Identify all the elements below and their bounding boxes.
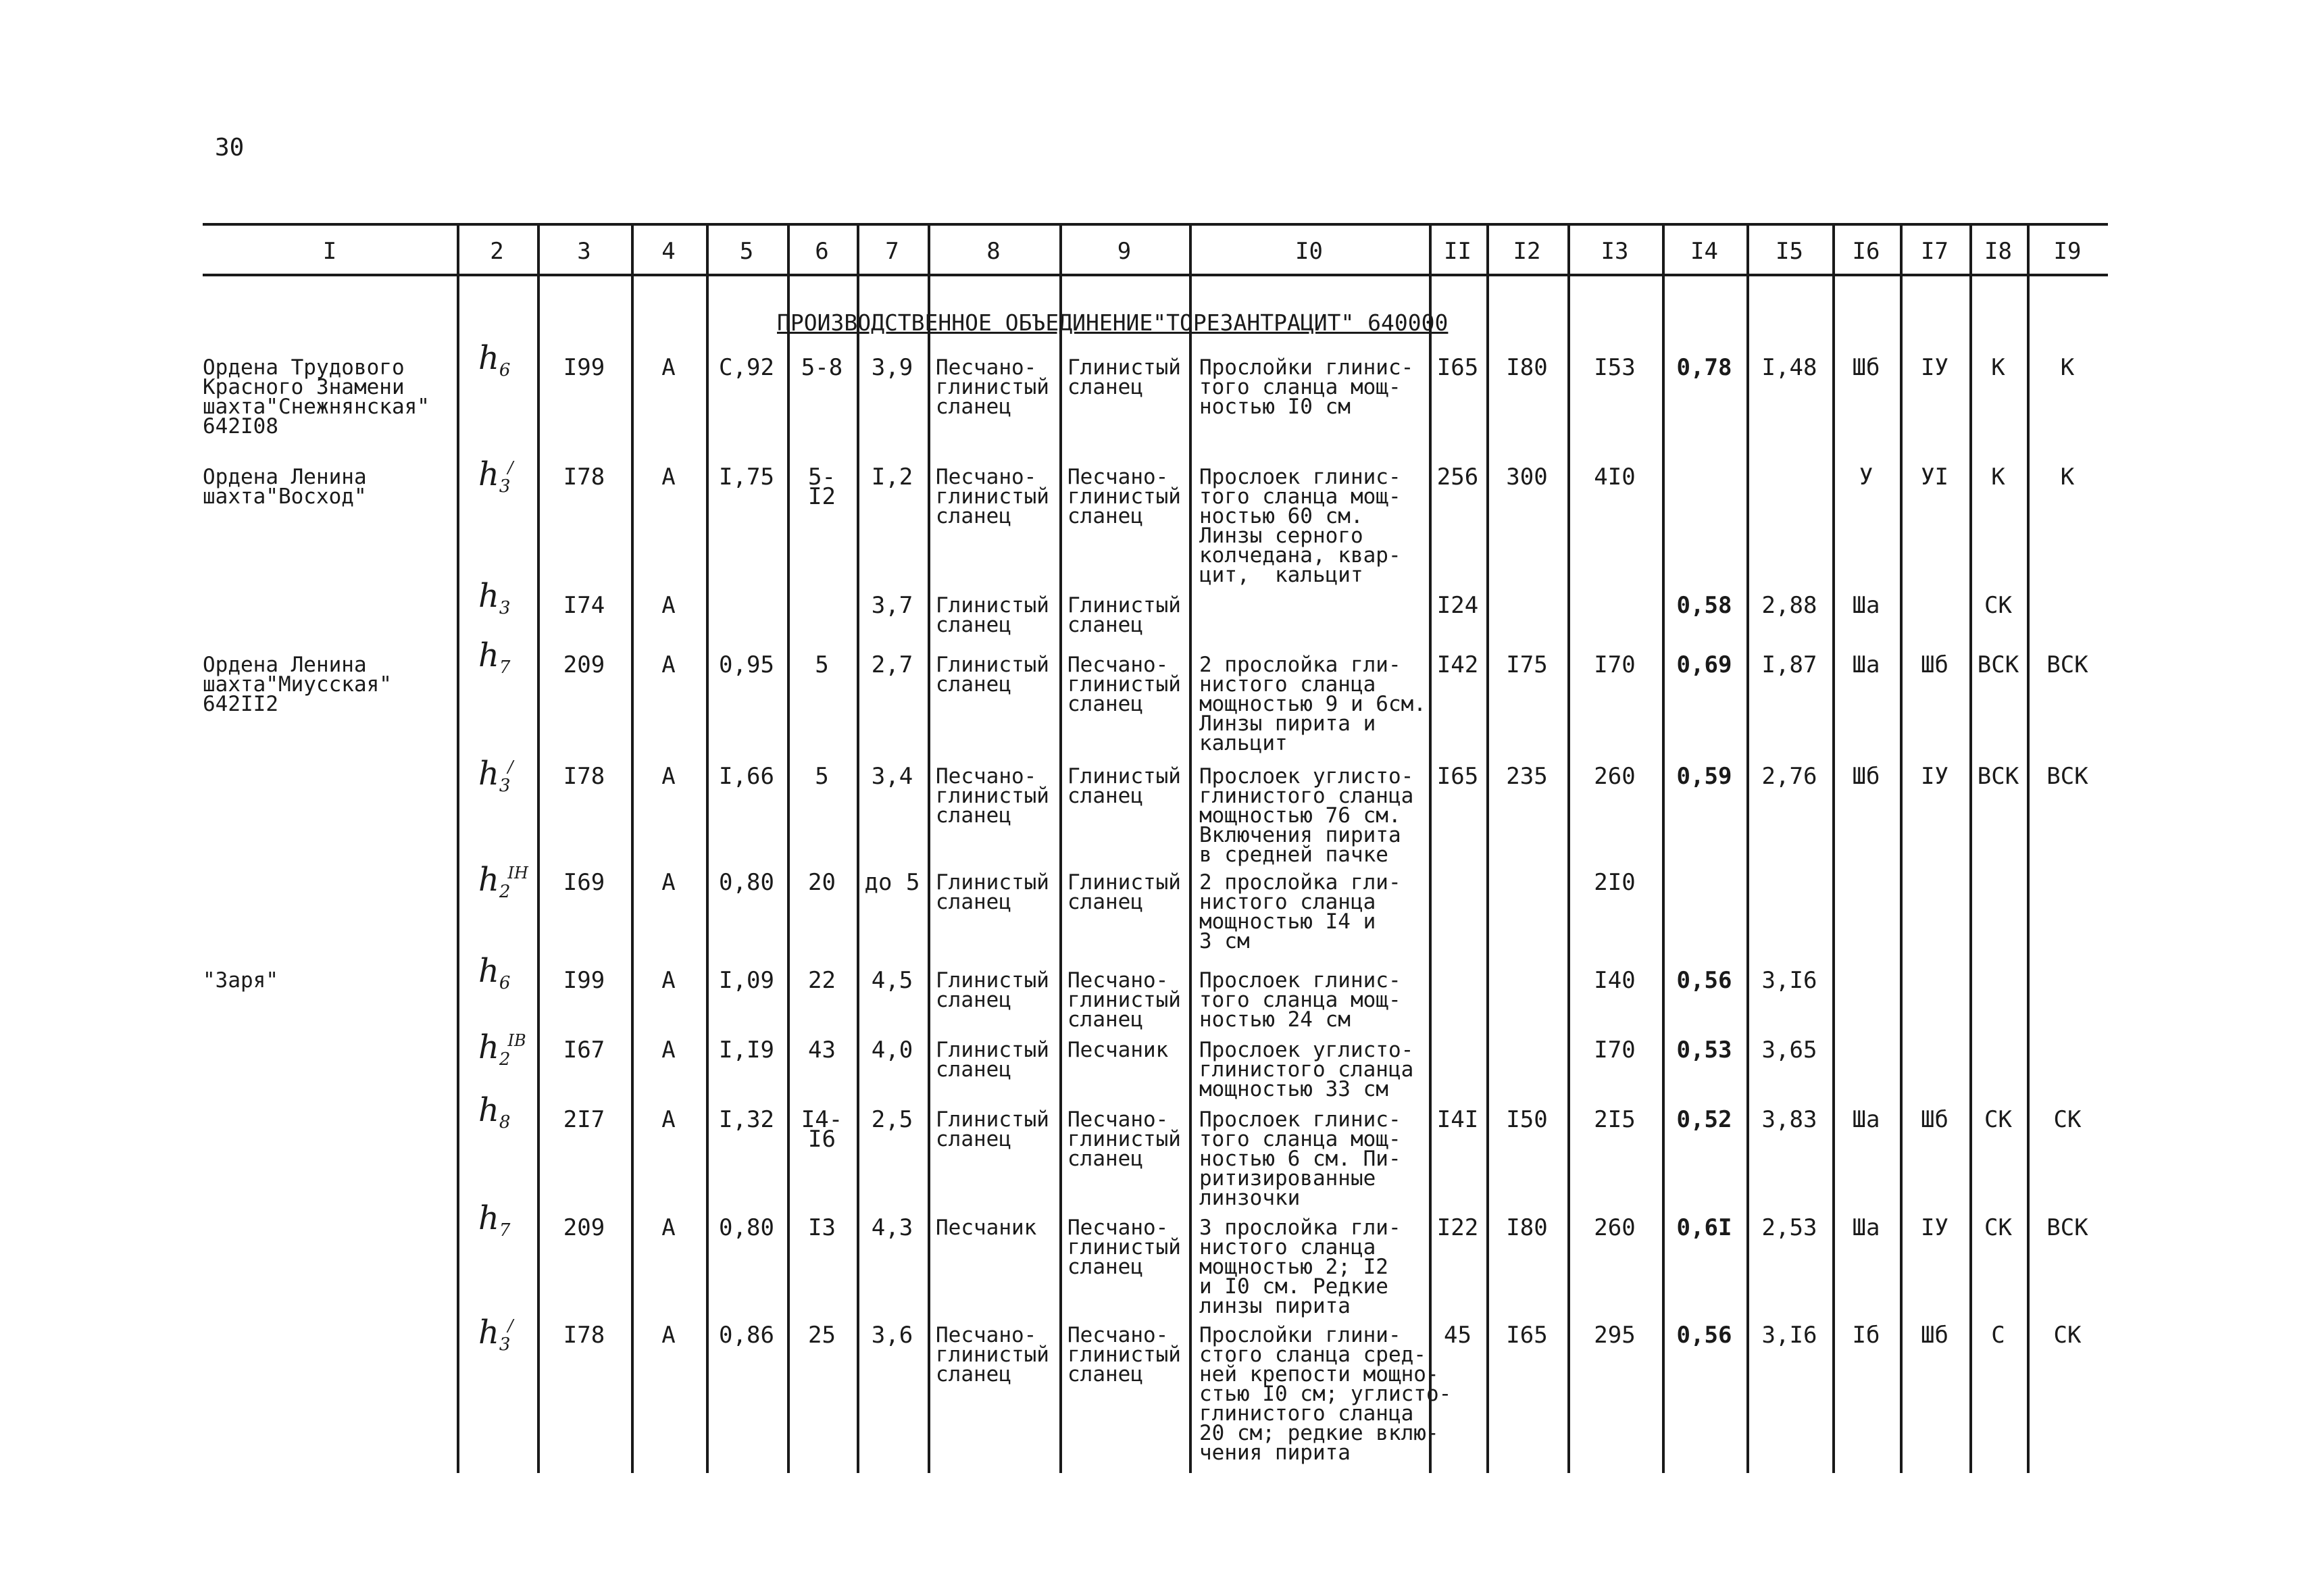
rock-roof: Глинистый сланец (936, 870, 1049, 914)
cell-c6: 43 (808, 1037, 836, 1064)
seam-index: $h_7$ (478, 637, 511, 678)
interlayer-description: Прослоек углисто- глинистого сланца мощностью 76 см. Включения пирита в средней пачке (1199, 764, 1414, 867)
rock-roof: Глинистый сланец (936, 593, 1049, 637)
cell-c12: I80 (1506, 1214, 1548, 1241)
cell-c7: 2,7 (871, 651, 913, 678)
cell-c5: I,32 (719, 1106, 774, 1133)
cell-c3: I99 (563, 967, 605, 994)
cell-c15: I,87 (1761, 651, 1817, 678)
cell-c19: ВСК (2046, 651, 2088, 678)
cell-c3: 2I7 (563, 1106, 605, 1133)
cell-c17: IУ (1921, 1214, 1948, 1241)
cell-c6: 5-8 (801, 354, 843, 381)
col-header: 5 (739, 238, 754, 265)
interlayer-description: Прослоек глинис- того сланца мощ- ностью 60 см. Линзы серного колчедана, квар- цит, кальцит (1199, 465, 1401, 587)
col-header: 6 (815, 238, 829, 265)
seam-index: $h_6$ (478, 952, 511, 993)
cell-c15: 2,88 (1761, 592, 1817, 619)
rock-floor: Глинистый сланец (1067, 355, 1181, 399)
rock-floor: Глинистый сланец (1067, 764, 1181, 808)
rock-roof: Глинистый сланец (936, 1038, 1049, 1082)
rock-floor: Песчано- глинистый сланец (1067, 653, 1181, 716)
cell-c15: 3,83 (1761, 1106, 1817, 1133)
cell-c15: I,48 (1761, 354, 1817, 381)
cell-c3: I67 (563, 1037, 605, 1064)
rock-roof: Глинистый сланец (936, 1107, 1049, 1151)
col-header: I (322, 238, 337, 265)
cell-c19: СК (2053, 1322, 2082, 1349)
cell-c15: 2,53 (1761, 1214, 1817, 1241)
cell-c4: А (661, 1037, 676, 1064)
cell-c18: СК (1984, 1214, 2012, 1241)
cell-c3: I69 (563, 869, 605, 896)
cell-c18: С (1991, 1322, 2005, 1349)
interlayer-description: Прослойки глини- стого сланца сред- ней крепости мощно- стью I0 см; углисто- глинистого сланца 20 см; редкие вклю- чения пирита (1199, 1323, 1452, 1465)
interlayer-description: Прослоек глинис- того сланца мощ- ностью 6 см. Пи- ритизированные линзочки (1199, 1107, 1401, 1210)
cell-c6: 5- I2 (808, 464, 836, 510)
cell-c15: 2,76 (1761, 763, 1817, 790)
cell-c18: СК (1984, 592, 2012, 619)
rock-floor: Песчано- глинистый сланец (1067, 1107, 1181, 1171)
rock-floor: Песчано- глинистый сланец (1067, 465, 1181, 528)
cell-c3: I78 (563, 1322, 605, 1349)
cell-c16: Iб (1852, 1322, 1880, 1349)
cell-c14: 0,52 (1676, 1106, 1732, 1133)
col-header: I8 (1984, 238, 2012, 265)
cell-c14: 0,59 (1676, 763, 1732, 790)
cell-c7: I,2 (871, 464, 913, 491)
cell-c5: С,92 (719, 354, 774, 381)
mine-name: Ордена Трудового Красного Знамени шахта"Снежнянская" 642I08 (203, 355, 430, 439)
seam-index: $h_3^/$ (478, 455, 513, 497)
mine-name: Ордена Ленина шахта"Восход" (203, 465, 367, 509)
cell-c15: 3,I6 (1761, 1322, 1817, 1349)
cell-c4: А (661, 1106, 676, 1133)
rock-floor: Песчано- глинистый сланец (1067, 968, 1181, 1032)
seam-index: $h_8$ (478, 1091, 511, 1132)
rock-floor: Глинистый сланец (1067, 870, 1181, 914)
interlayer-description: 3 прослойка гли- нистого сланца мощностью 2; I2 и I0 см. Редкие линзы пирита (1199, 1216, 1401, 1318)
col-header: 3 (577, 238, 591, 265)
cell-c5: I,75 (719, 464, 774, 491)
cell-c4: А (661, 592, 676, 619)
cell-c5: I,I9 (719, 1037, 774, 1064)
cell-c19: ВСК (2046, 763, 2088, 790)
cell-c6: 5 (815, 651, 829, 678)
col-header: I2 (1513, 238, 1541, 265)
cell-c6: 22 (808, 967, 836, 994)
rock-roof: Песчано- глинистый сланец (936, 764, 1049, 828)
cell-c13: 295 (1594, 1322, 1636, 1349)
cell-c17: Шб (1921, 651, 1948, 678)
rock-roof: Глинистый сланец (936, 968, 1049, 1012)
cell-c11: 45 (1444, 1322, 1472, 1349)
cell-c6: I3 (808, 1214, 836, 1241)
cell-c14: 0,56 (1676, 967, 1732, 994)
cell-c3: I74 (563, 592, 605, 619)
cell-c7: 3,7 (871, 592, 913, 619)
cell-c4: А (661, 354, 676, 381)
interlayer-description: Прослойки глинис- того сланца мощ- ностью I0 см (1199, 355, 1414, 419)
seam-index: $h_3^/$ (478, 1314, 513, 1355)
cell-c15: 3,65 (1761, 1037, 1817, 1064)
col-header: I0 (1295, 238, 1323, 265)
col-header: I5 (1776, 238, 1803, 265)
cell-c5: 0,80 (719, 869, 774, 896)
interlayer-description: Прослоек углисто- глинистого сланца мощностью 33 см (1199, 1038, 1414, 1101)
interlayer-description: Прослоек глинис- того сланца мощ- ностью 24 см (1199, 968, 1401, 1032)
cell-c17: IУ (1921, 354, 1948, 381)
col-header: 2 (490, 238, 504, 265)
cell-c3: 209 (563, 1214, 605, 1241)
seam-index: $h_2^{IВ}$ (478, 1028, 526, 1070)
col-header: I6 (1852, 238, 1880, 265)
seam-index: $h_2^{IН}$ (478, 861, 528, 902)
interlayer-description: 2 прослойка гли- нистого сланца мощностью 9 и 6см. Линзы пирита и кальцит (1199, 653, 1426, 755)
cell-c13: I53 (1594, 354, 1636, 381)
cell-c17: IУ (1921, 763, 1948, 790)
cell-c16: Ша (1852, 1106, 1880, 1133)
cell-c14: 0,69 (1676, 651, 1732, 678)
mine-name: "Заря" (203, 968, 278, 993)
cell-c18: ВСК (1977, 763, 2019, 790)
cell-c19: К (2060, 354, 2075, 381)
rock-floor: Песчано- глинистый сланец (1067, 1323, 1181, 1387)
cell-c4: А (661, 967, 676, 994)
col-header: 4 (661, 238, 676, 265)
rock-roof: Глинистый сланец (936, 653, 1049, 697)
col-header: 7 (885, 238, 899, 265)
cell-c18: К (1991, 464, 2005, 491)
cell-c7: 3,4 (871, 763, 913, 790)
cell-c4: А (661, 1322, 676, 1349)
cell-c13: 4I0 (1594, 464, 1636, 491)
cell-c7: 3,9 (871, 354, 913, 381)
cell-c13: I40 (1594, 967, 1636, 994)
cell-c19: К (2060, 464, 2075, 491)
cell-c12: I65 (1506, 1322, 1548, 1349)
col-header: 8 (986, 238, 1001, 265)
cell-c15: 3,I6 (1761, 967, 1817, 994)
cell-c18: СК (1984, 1106, 2012, 1133)
cell-c12: 235 (1506, 763, 1548, 790)
rock-roof: Песчано- глинистый сланец (936, 1323, 1049, 1387)
cell-c18: ВСК (1977, 651, 2019, 678)
rock-floor: Песчано- глинистый сланец (1067, 1216, 1181, 1279)
page-number: 30 (215, 134, 245, 161)
cell-c14: 0,56 (1676, 1322, 1732, 1349)
cell-c13: I70 (1594, 1037, 1636, 1064)
cell-c16: У (1859, 464, 1873, 491)
rock-roof: Песчаник (936, 1216, 1037, 1240)
cell-c3: 209 (563, 651, 605, 678)
cell-c18: К (1991, 354, 2005, 381)
cell-c13: 260 (1594, 763, 1636, 790)
cell-c17: Шб (1921, 1106, 1948, 1133)
cell-c4: А (661, 1214, 676, 1241)
cell-c17: Шб (1921, 1322, 1948, 1349)
col-header: I3 (1601, 238, 1629, 265)
cell-c6: I4- I6 (801, 1106, 843, 1153)
seam-index: $h_3^/$ (478, 755, 513, 796)
cell-c3: I99 (563, 354, 605, 381)
rock-floor: Песчаник (1067, 1038, 1169, 1062)
cell-c11: I4I (1436, 1106, 1479, 1133)
rock-roof: Песчано- глинистый сланец (936, 355, 1049, 419)
cell-c16: Ша (1852, 651, 1880, 678)
cell-c5: I,09 (719, 967, 774, 994)
cell-c6: 5 (815, 763, 829, 790)
cell-c11: I24 (1436, 592, 1479, 619)
cell-c5: I,66 (719, 763, 774, 790)
cell-c11: I65 (1436, 354, 1479, 381)
cell-c14: 0,58 (1676, 592, 1732, 619)
cell-c11: I65 (1436, 763, 1479, 790)
cell-c17: УI (1921, 464, 1948, 491)
cell-c16: Ша (1852, 592, 1880, 619)
cell-c3: I78 (563, 464, 605, 491)
cell-c4: А (661, 869, 676, 896)
seam-index: $h_7$ (478, 1199, 511, 1241)
cell-c14: 0,53 (1676, 1037, 1732, 1064)
cell-c13: I70 (1594, 651, 1636, 678)
cell-c13: 260 (1594, 1214, 1636, 1241)
cell-c3: I78 (563, 763, 605, 790)
cell-c5: 0,80 (719, 1214, 774, 1241)
cell-c12: I50 (1506, 1106, 1548, 1133)
cell-c16: Шб (1852, 763, 1880, 790)
cell-c7: 4,3 (871, 1214, 913, 1241)
cell-c11: I42 (1436, 651, 1479, 678)
rock-floor: Глинистый сланец (1067, 593, 1181, 637)
cell-c13: 2I0 (1594, 869, 1636, 896)
seam-index: $h_3$ (478, 577, 511, 618)
cell-c7: 4,5 (871, 967, 913, 994)
mine-name: Ордена Ленина шахта"Миусская" 642II2 (203, 653, 392, 716)
cell-c16: Шб (1852, 354, 1880, 381)
col-header: I9 (2053, 238, 2082, 265)
cell-c11: 256 (1436, 464, 1479, 491)
cell-c7: 3,6 (871, 1322, 913, 1349)
col-header: I7 (1921, 238, 1948, 265)
seam-index: $h_6$ (478, 339, 511, 380)
cell-c19: ВСК (2046, 1214, 2088, 1241)
cell-c11: I22 (1436, 1214, 1479, 1241)
cell-c4: А (661, 651, 676, 678)
cell-c5: 0,95 (719, 651, 774, 678)
cell-c6: 25 (808, 1322, 836, 1349)
cell-c7: до 5 (864, 869, 920, 896)
header-bottom-rule (203, 274, 2108, 276)
cell-c14: 0,6I (1676, 1214, 1732, 1241)
cell-c16: Ша (1852, 1214, 1880, 1241)
cell-c12: I75 (1506, 651, 1548, 678)
cell-c4: А (661, 763, 676, 790)
cell-c6: 20 (808, 869, 836, 896)
header-top-rule (203, 223, 2108, 226)
col-header: 9 (1117, 238, 1132, 265)
cell-c4: А (661, 464, 676, 491)
cell-c19: СК (2053, 1106, 2082, 1133)
rock-roof: Песчано- глинистый сланец (936, 465, 1049, 528)
cell-c7: 4,0 (871, 1037, 913, 1064)
cell-c7: 2,5 (871, 1106, 913, 1133)
cell-c14: 0,78 (1676, 354, 1732, 381)
cell-c12: I80 (1506, 354, 1548, 381)
section-title: ПРОИЗВОДСТВЕННОЕ ОБЪЕДИНЕНИЕ"ТОРЕЗАНТРАЦИТ" 640000 (777, 309, 1449, 336)
cell-c12: 300 (1506, 464, 1548, 491)
col-header: II (1444, 238, 1472, 265)
cell-c13: 2I5 (1594, 1106, 1636, 1133)
cell-c5: 0,86 (719, 1322, 774, 1349)
interlayer-description: 2 прослойка гли- нистого сланца мощностью I4 и 3 см (1199, 870, 1401, 953)
col-header: I4 (1690, 238, 1718, 265)
